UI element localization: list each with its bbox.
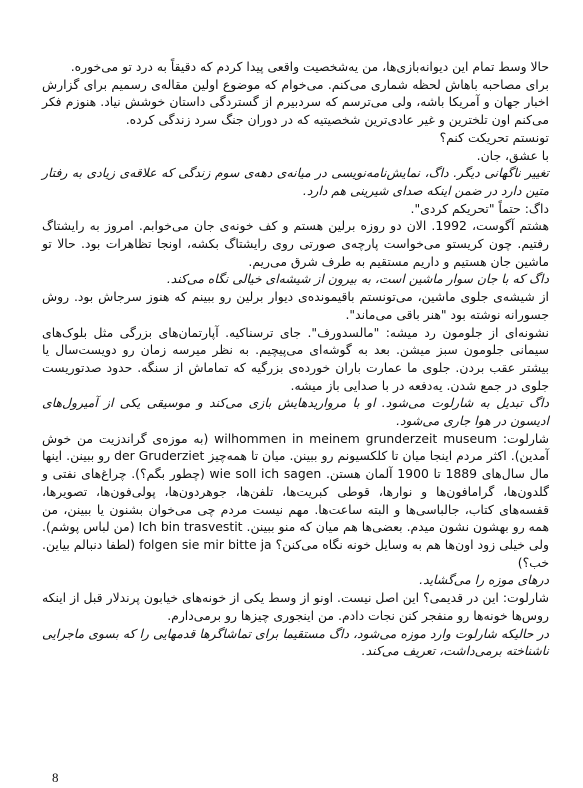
paragraph: با عشق، جان.	[476, 147, 549, 163]
stage-direction: داگ که با جان سوار ماشین است، به بیرون از شیشه‌ای خیالی نگاه می‌کند.	[166, 271, 549, 287]
paragraph: هشتم آگوست، 1992. الان دو روزه برلین هستم و کف خونه‌ی جان می‌خوابم. امروز به رایشتاگ رفتیم. چون کریستو می‌خواست پارچه‌ی صورتی روی رایشتاگ بکشه، اونجا تظاهرات بود. حالا تو ماشین جان هستیم و داریم مستقیم به طرف شرق می‌ریم.	[42, 218, 549, 269]
paragraph: نشونه‌ای از جلومون رد میشه: "مالسدورف". جای ترسناکیه. آپارتمان‌های بزرگی مثل بلوک‌های سیمانی جلومون سبز میشن. بعد به گوشه‌ای می‌پیچیم. به نظر میرسه زمان رو دویست‌سال یا بیشتر عقب بردن. جلوی ما عمارت باران خورده‌ی بزرگیه که تماماش از سنگه. حدود صدتوریست جلوی در جمع شدن. یه‌دفعه در با صدایی باز میشه.	[42, 324, 549, 393]
paragraph: از شیشه‌ی جلوی ماشین، می‌تونستم باقیمونده‌ی دیوار برلین رو ببینم که هنوز سرجاش بود. روش جسورانه نوشته بود "هنر باقی می‌ماند".	[42, 289, 549, 322]
paragraph: تونستم تحریکت کنم؟	[439, 129, 549, 145]
page-number: 8	[52, 770, 59, 785]
paragraph: شارلوت: این در قدیمی؟ این اصل نیست. اونو از وسط یکی از خونه‌های خیابون پرندلار قبل از اینکه روس‌ها خونه‌ها رو منفجر کنن نجات دادم. من اینجوری چیزها رو برمی‌دارم.	[42, 590, 549, 623]
stage-direction: در حالیکه شارلوت وارد موزه می‌شود، داگ مستقیما برای تماشاگرها قدمهایی را که بسوی ماجرایی ناشناخته برمی‌داشت، تعریف می‌کند.	[42, 625, 549, 659]
paragraph: داگ: حتماً "تحریکم کردی".	[410, 200, 549, 216]
document-body	[42, 58, 549, 660]
paragraph: برای مصاحبه باهاش لحظه شماری می‌کنم. می‌خوام که موضوع اولین مقاله‌ی رسمیم برای گزارش اخبار جهان و آمریکا باشه، ولی می‌ترسم که سردبیرم از گستردگی داستان خوشش نیاد. هنوزم فکر می‌کنم اون تلخترین و غیر عادی‌ترین شخصیتیه که در دوران جنگ سرد زندگی کرده.	[42, 76, 549, 128]
paragraph: حالا وسط تمام این دیوانه‌بازی‌ها، من یه‌شخصیت واقعی پیدا کردم که دقیقاً به درد تو می‌خوره.	[70, 59, 549, 74]
stage-direction: داگ تبدیل به شارلوت می‌شود. او با مرواریدهایش بازی می‌کند و موسیقی یکی از آمیرول‌های ادیسون در هوا جاری می‌شود.	[42, 395, 549, 429]
stage-direction: درهای موزه را می‌گشاید.	[419, 572, 549, 588]
paragraph: شارلوت: wilhommen in meinem grunderzeit museum (به موزه‌ی گراندزیت من خوش آمدین). اکثر مردم اینجا میان تا کلکسیونم رو ببینن. میان تا همه‌چیز der Gruderziet رو ببینن. اینها مال سال‌های 1889 تا 1900 آلمان هستن. wie soll ich sagen (چطور بگم؟). چراغ‌های نفتی و گلدون‌ها، گرامافون‌ها و نوارها، قوطی کبریت‌ها، تلفن‌ها، جوهردون‌ها، پولی‌فون‌ها، تصویرها، قفسه‌های کتاب، جالباسی‌ها و البته ساعت‌ها. مهم نیست مردم چی می‌خوان بشنون یا ببینن، من همه رو بهشون نشون میدم. بعضی‌ها هم میان که منو ببینن. Ich bin trasvestit (من لباس پوشم). ولی خیلی زود اون‌ها هم به وسایل خونه نگاه می‌کنن؟ folgen sie mir bitte ja (لطفا دنبالم بیاین. خب؟)	[42, 430, 550, 570]
stage-direction: تغییر ناگهانی دیگر. داگ، نمایش‌نامه‌نویسی در میانه‌ی دهه‌ی سوم زندگی که علاقه‌ی زیادی به رفتار متین دارد در ضمن اینکه صدای شیرینی هم دارد.	[42, 165, 549, 198]
